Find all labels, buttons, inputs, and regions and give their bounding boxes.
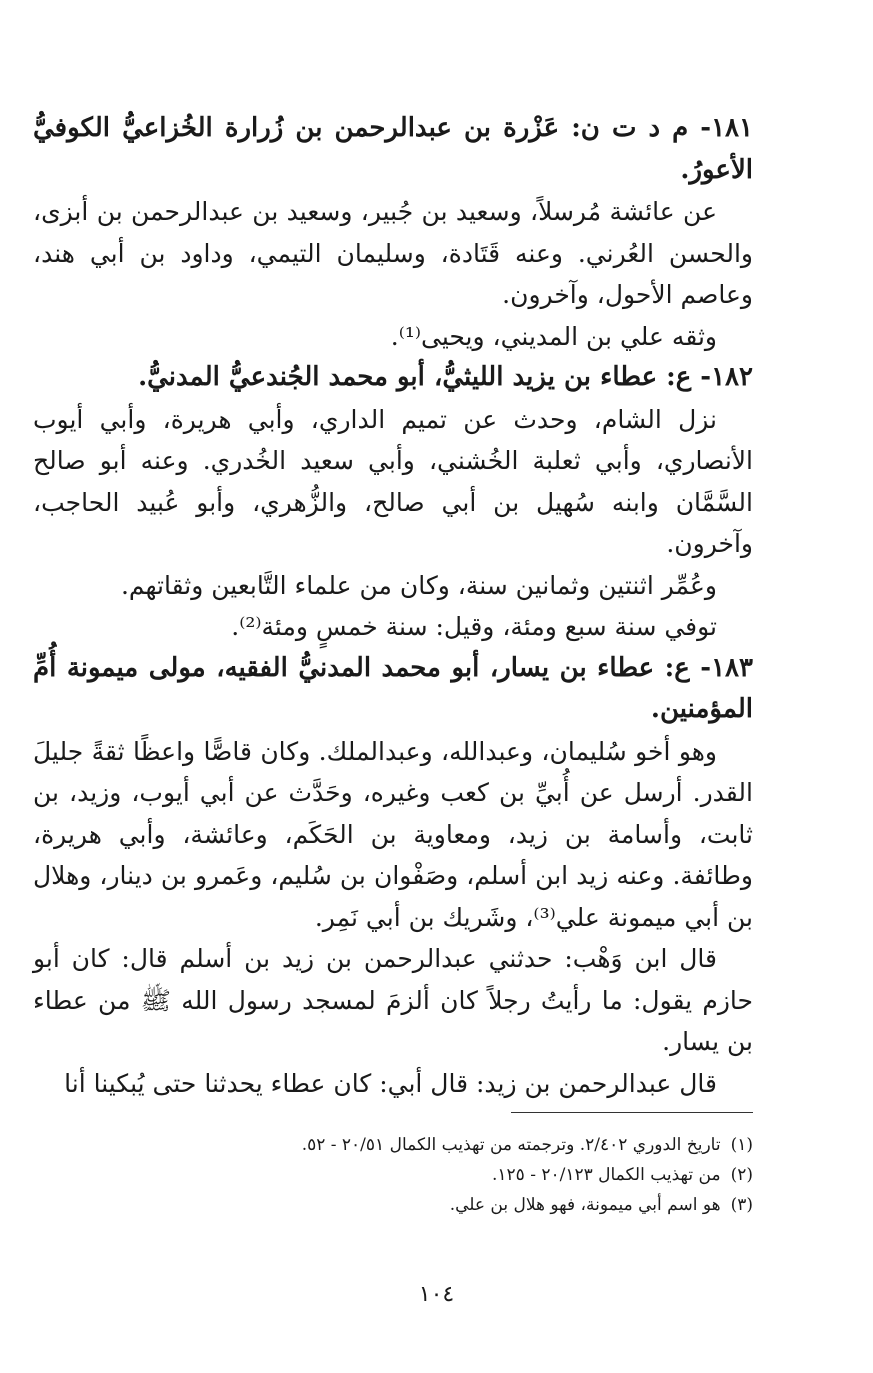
- entry-183-paragraph-2: قال ابن وَهْب: حدثني عبدالرحمن بن زيد بن أسلم قال: كان أبو حازم يقول: ما رأيتُ رجلاً كان ألزمَ لمسجد رسول الله ﷺ من عطاء بن يسار.: [33, 944, 753, 1056]
- footnote-number: (٢): [730, 1165, 753, 1185]
- footnote-number: (١): [730, 1135, 753, 1155]
- entry-182-paragraph-3: توفي سنة سبع ومئة، وقيل: سنة خمسٍ ومئة⁽²⁾.: [231, 612, 717, 641]
- entry-181-paragraph-2: وثقه علي بن المديني، ويحيى⁽¹⁾.: [390, 321, 717, 351]
- footnote: [33, 1160, 753, 1190]
- entry-183-paragraph-1: وهو أخو سُليمان، وعبدالله، وعبدالملك. وكان قاصًّا واعظًا ثقةً جليلَ القدر. أرسل عن أُبيِّ بن كعب وغيره، وحَدَّث عن أبي أيوب، وزيد، بن ثابت، وأسامة بن زيد، ومعاوية بن الحَكَم، وعائشة، وأبي هريرة، وطائفة. وعنه زيد ابن أسلم، وصَفْوان بن سُليم، وعَمرو بن دينار، وهلال بن أبي ميمونة علي⁽³⁾، وشَريك بن أبي نَمِر.: [33, 736, 753, 932]
- page-number: ١٠٤: [418, 1282, 455, 1307]
- entry-183-paragraph-3: قال عبدالرحمن بن زيد: قال أبي: كان عطاء يحدثنا حتى يُبكينا أنا: [64, 1068, 717, 1098]
- footnote: [33, 1190, 753, 1220]
- footnotes: [33, 1130, 753, 1220]
- footnote: [33, 1130, 753, 1160]
- entry-heading-181: ١٨١- م د ت ن: عَزْرة بن عبدالرحمن بن زُرارة الخُزاعيُّ الكوفيُّ الأعورُ.: [33, 113, 753, 185]
- entry-182-paragraph-2: وعُمِّر اثنتين وثمانين سنة، وكان من علماء التَّابعين وثقاتهم.: [120, 570, 717, 600]
- footnote-text: من تهذيب الكمال ٢٠/١٢٣ - ١٢٥.: [491, 1165, 721, 1185]
- footnote-text: هو اسم أبي ميمونة، فهو هلال بن علي.: [449, 1195, 721, 1215]
- main-text: [33, 108, 753, 1104]
- footnote-number: (٣): [730, 1195, 753, 1215]
- entry-heading-183: ١٨٣- ع: عطاء بن يسار، أبو محمد المدنيُّ الفقيه، مولى ميمونة أُمِّ المؤمنين.: [33, 652, 753, 724]
- entry-181-paragraph-1: عن عائشة مُرسلاً، وسعيد بن جُبير، وسعيد بن عبدالرحمن بن أبزى، والحسن العُرني. وعنه قَتَادة، وسليمان التيمي، وداود بن أبي هند، وعاصم الأحول، وآخرون.: [33, 197, 753, 309]
- footnote-divider: [511, 1112, 753, 1113]
- entry-heading-182: ١٨٢- ع: عطاء بن يزيد الليثيُّ، أبو محمد الجُندعيُّ المدنيُّ.: [138, 362, 753, 392]
- entry-182-paragraph-1: نزل الشام، وحدث عن تميم الداري، وأبي هريرة، وأبي أيوب الأنصاري، وأبي ثعلبة الخُشني، وأبي سعيد الخُدري. وعنه أبو صالح السَّمَّان وابنه سُهيل بن أبي صالح، والزُّهري، وأبو عُبيد الحاجب، وآخرون.: [33, 404, 753, 558]
- footnote-text: تاريخ الدوري ٢/٤٠٢. وترجمته من تهذيب الكمال ٢٠/٥١ - ٥٢.: [301, 1135, 721, 1155]
